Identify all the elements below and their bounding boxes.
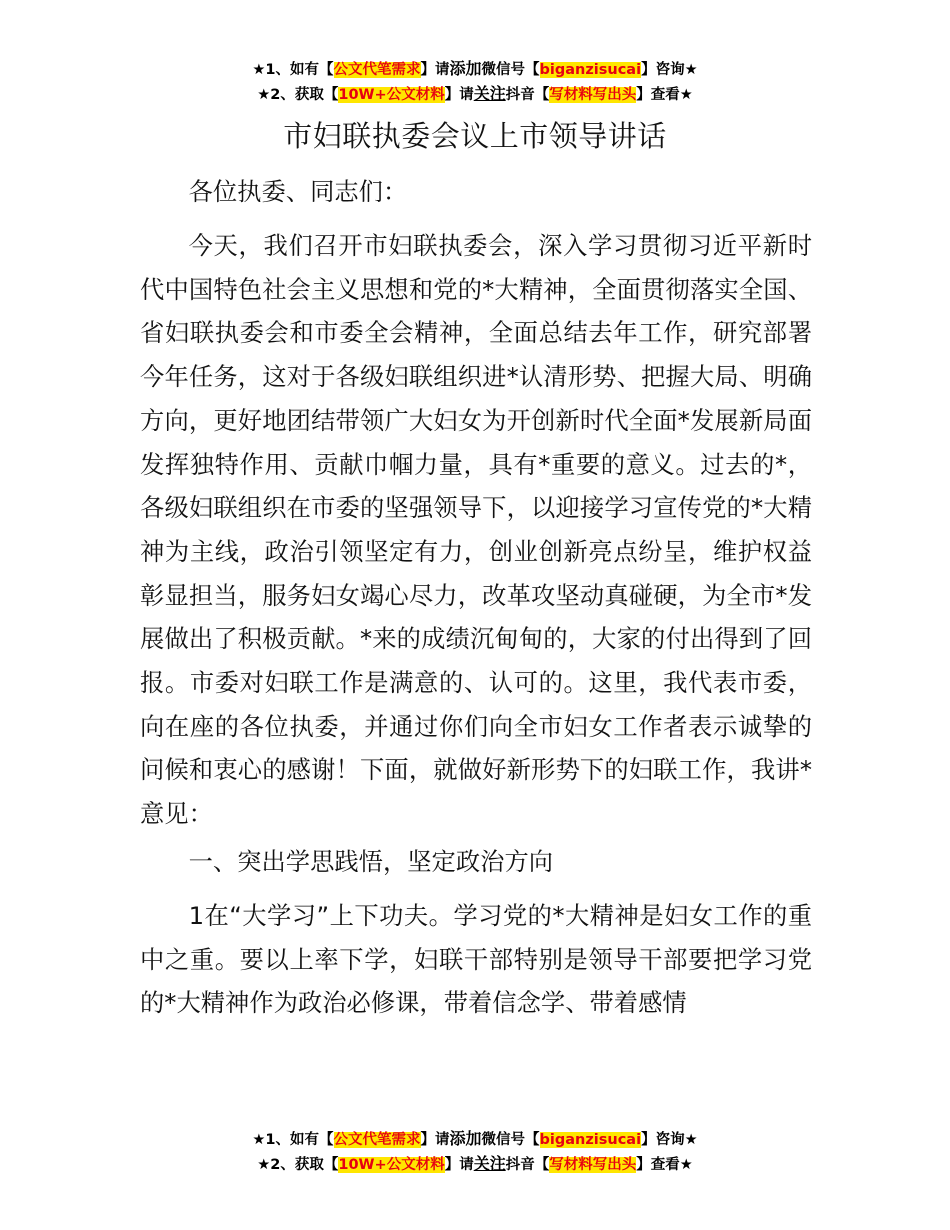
promo-emphasis: 关注 (473, 1154, 506, 1173)
greeting: 各位执委、同志们： (188, 177, 408, 206)
footer-promo-banner (0, 1127, 950, 1177)
promo-emphasis: 关注 (473, 84, 506, 103)
promo-emphasis: 添加 (449, 59, 482, 78)
promo-line-1 (0, 1127, 950, 1152)
promo-highlight: 写材料写出头 (549, 87, 637, 103)
promo-highlight: 公文代笔需求 (333, 62, 421, 78)
promo-line-2 (0, 82, 950, 107)
promo-text: 】咨询★ (641, 62, 698, 78)
promo-text: 】请 (444, 87, 474, 103)
promo-emphasis: 添加 (449, 1129, 482, 1148)
promo-text: ★1、如有【 (252, 62, 334, 78)
promo-text: ★1、如有【 (252, 1132, 334, 1148)
promo-text: 微信号【 (481, 62, 540, 78)
promo-text: 抖音【 (505, 1157, 550, 1173)
header-promo-banner (0, 57, 950, 107)
body-paragraph: 今天，我们召开市妇联执委会，深入学习贯彻习近平新时代中国特色社会主义思想和党的*大精神，全面贯彻落实全国、省妇联执委会和市委全会精神，全面总结去年工作，研究部署今年任务，这对于各级妇联组织进*认清形势、把握大局、明确方向，更好地团结带领广大妇女为开创新时代全面*发展新局面发挥独特作用、贡献巾帼力量，具有*重要的意义。过去的*，各级妇联组织在市委的坚强领导下，以迎接学习宣传党的*大精神为主线，政治引领坚定有力，创业创新亮点纷呈，维护权益彰显担当，服务妇女竭心尽力，改革攻坚动真碰硬，为全市*发展做出了积极贡献。*来的成绩沉甸甸的，大家的付出得到了回报。市委对妇联工作是满意的、认可的。这里，我代表市委，向在座的各位执委，并通过你们向全市妇女工作者表示诚挚的问候和衷心的感谢！下面，就做好新形势下的妇联工作，我讲*意见： (140, 231, 812, 829)
promo-line-2 (0, 1152, 950, 1177)
promo-text: 】请 (420, 1132, 450, 1148)
promo-highlight: 10W+公文材料 (338, 87, 445, 103)
promo-highlight: 10W+公文材料 (338, 1157, 445, 1173)
promo-text: 抖音【 (505, 87, 550, 103)
promo-highlight: 写材料写出头 (549, 1157, 637, 1173)
promo-text: 微信号【 (481, 1132, 540, 1148)
promo-line-1 (0, 57, 950, 82)
promo-highlight: biganzisucai (539, 62, 642, 78)
promo-text: 】查看★ (636, 87, 693, 103)
promo-text: ★2、获取【 (257, 87, 339, 103)
section-heading: 一、突出学思践悟，坚定政治方向 (188, 847, 554, 876)
promo-text: ★2、获取【 (257, 1157, 339, 1173)
promo-highlight: 公文代笔需求 (333, 1132, 421, 1148)
promo-text: 】咨询★ (641, 1132, 698, 1148)
promo-highlight: biganzisucai (539, 1132, 642, 1148)
document-title: 市妇联执委会议上市领导讲话 (283, 119, 667, 153)
body-paragraph: 1在“大学习”上下功夫。学习党的*大精神是妇女工作的重中之重。要以上率下学，妇联干部特别是领导干部要把学习党的*大精神作为政治必修课，带着信念学、带着感情 (140, 901, 812, 1018)
promo-text: 】请 (420, 62, 450, 78)
promo-text: 】请 (444, 1157, 474, 1173)
promo-text: 】查看★ (636, 1157, 693, 1173)
